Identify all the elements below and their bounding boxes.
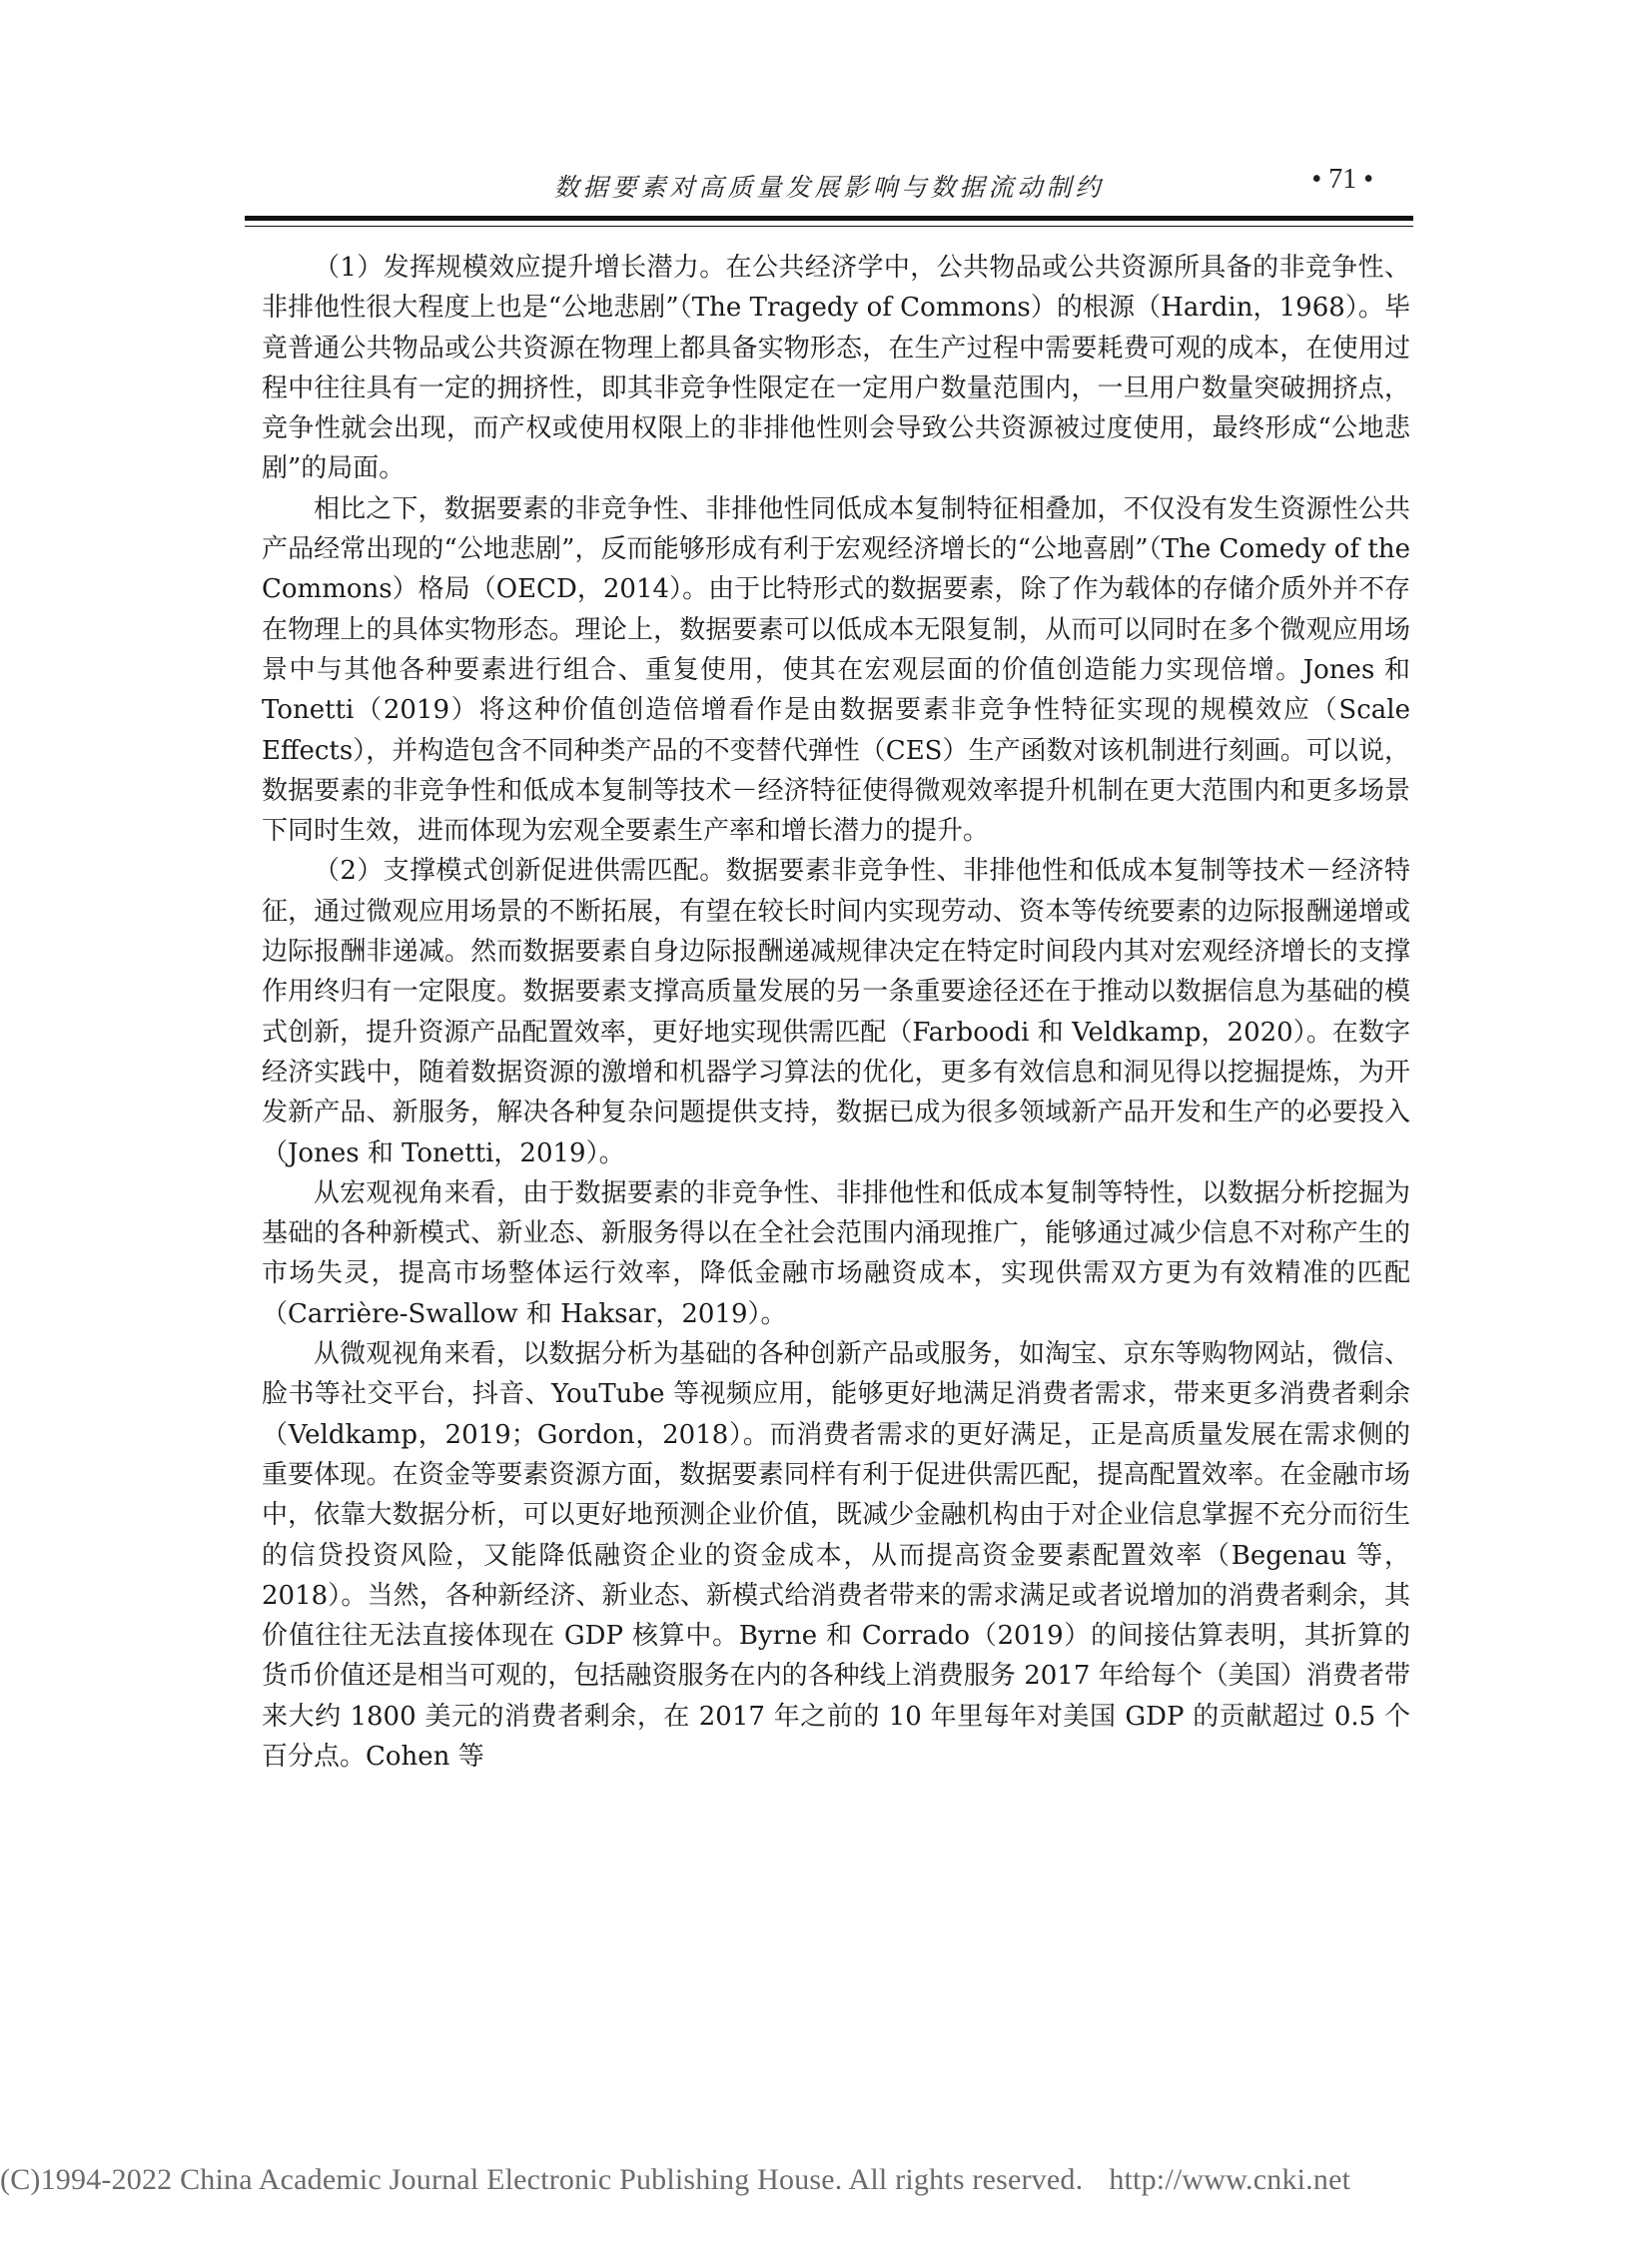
running-title: 数据要素对高质量发展影响与数据流动制约 (553, 173, 1105, 202)
paragraph-macro-perspective: 从宏观视角来看，由于数据要素的非竞争性、非排他性和低成本复制等特性，以数据分析挖掘为基础的各种新模式、新业态、新服务得以在全社会范围内涌现推广，能够通过减少信息不对称产生的市场失灵，提高市场整体运行效率，降低金融市场融资成本，实现供需双方更为有效精准的匹配（Carrière-Swallow 和 Haksar，2019）。 (262, 1177, 1410, 1329)
page-number: • 71 • (1311, 164, 1373, 195)
copyright-footer (0, 2163, 1350, 2197)
article-body (262, 248, 1410, 1777)
paragraph-comedy-of-commons: 相比之下，数据要素的非竞争性、非排他性同低成本复制特征相叠加，不仅没有发生资源性公共产品经常出现的“公地悲剧”，反而能够形成有利于宏观经济增长的“公地喜剧”（The Comedy of the Commons）格局（OECD，2014）。由于比特形式的数据要素，除了作为载体的存储介质外并不存在物理上的具体实物形态。理论上，数据要素可以低成本无限复制，从而可以同时在多个微观应用场景中与其他各种要素进行组合、重复使用，使其在宏观层面的价值创造能力实现倍增。Jones 和 Tonetti（2019）将这种价值创造倍增看作是由数据要素非竞争性特征实现的规模效应（Scale Effects），并构造包含不同种类产品的不变替代弹性（CES）生产函数对该机制进行刻画。可以说，数据要素的非竞争性和低成本复制等技术－经济特征使得微观效率提升机制在更大范围内和更多场景下同时生效，进而体现为宏观全要素生产率和增长潜力的提升。 (262, 493, 1410, 847)
header-rule-thin (245, 226, 1413, 227)
cnki-url: http://www.cnki.net (1109, 2163, 1351, 2196)
paragraph-scale-effects: （1）发挥规模效应提升增长潜力。在公共经济学中，公共物品或公共资源所具备的非竞争性、非排他性很大程度上也是“公地悲剧”（The Tragedy of Commons）的根源（Hardin，1968）。毕竟普通公共物品或公共资源在物理上都具备实物形态，在生产过程中需要耗费可观的成本，在使用过程中往往具有一定的拥挤性，即其非竞争性限定在一定用户数量范围内，一旦用户数量突破拥挤点，竞争性就会出现，而产权或使用权限上的非排他性则会导致公共资源被过度使用，最终形成“公地悲剧”的局面。 (262, 253, 1410, 484)
copyright-text: (C)1994-2022 China Academic Journal Electronic Publishing House. All rights reserved. (0, 2163, 1084, 2196)
paragraph-supply-demand-matching: （2）支撑模式创新促进供需匹配。数据要素非竞争性、非排他性和低成本复制等技术－经济特征，通过微观应用场景的不断拓展，有望在较长时间内实现劳动、资本等传统要素的边际报酬递增或边际报酬非递减。然而数据要素自身边际报酬递减规律决定在特定时间段内其对宏观经济增长的支撑作用终归有一定限度。数据要素支撑高质量发展的另一条重要途径还在于推动以数据信息为基础的模式创新，提升资源产品配置效率，更好地实现供需匹配（Farboodi 和 Veldkamp，2020）。在数字经济实践中，随着数据资源的激增和机器学习算法的优化，更多有效信息和洞见得以挖掘提炼，为开发新产品、新服务，解决各种复杂问题提供支持，数据已成为很多领域新产品开发和生产的必要投入（Jones 和 Tonetti，2019）。 (262, 856, 1410, 1168)
paragraph-micro-perspective: 从微观视角来看，以数据分析为基础的各种创新产品或服务，如淘宝、京东等购物网站，微信、脸书等社交平台，抖音、YouTube 等视频应用，能够更好地满足消费者需求，带来更多消费者剩余（Veldkamp，2019；Gordon，2018）。而消费者需求的更好满足，正是高质量发展在需求侧的重要体现。在资金等要素资源方面，数据要素同样有利于促进供需匹配，提高配置效率。在金融市场中，依靠大数据分析，可以更好地预测企业价值，既减少金融机构由于对企业信息掌握不充分而衍生的信贷投资风险，又能降低融资企业的资金成本，从而提高资金要素配置效率（Begenau 等，2018）。当然，各种新经济、新业态、新模式给消费者带来的需求满足或者说增加的消费者剩余，其价值往往无法直接体现在 GDP 核算中。Byrne 和 Corrado（2019）的间接估算表明，其折算的货币价值还是相当可观的，包括融资服务在内的各种线上消费服务 2017 年给每个（美国）消费者带来大约 1800 美元的消费者剩余，在 2017 年之前的 10 年里每年对美国 GDP 的贡献超过 0.5 个百分点。Cohen 等 (262, 1339, 1410, 1772)
page-header (245, 164, 1413, 208)
header-rule-thick (245, 216, 1413, 221)
